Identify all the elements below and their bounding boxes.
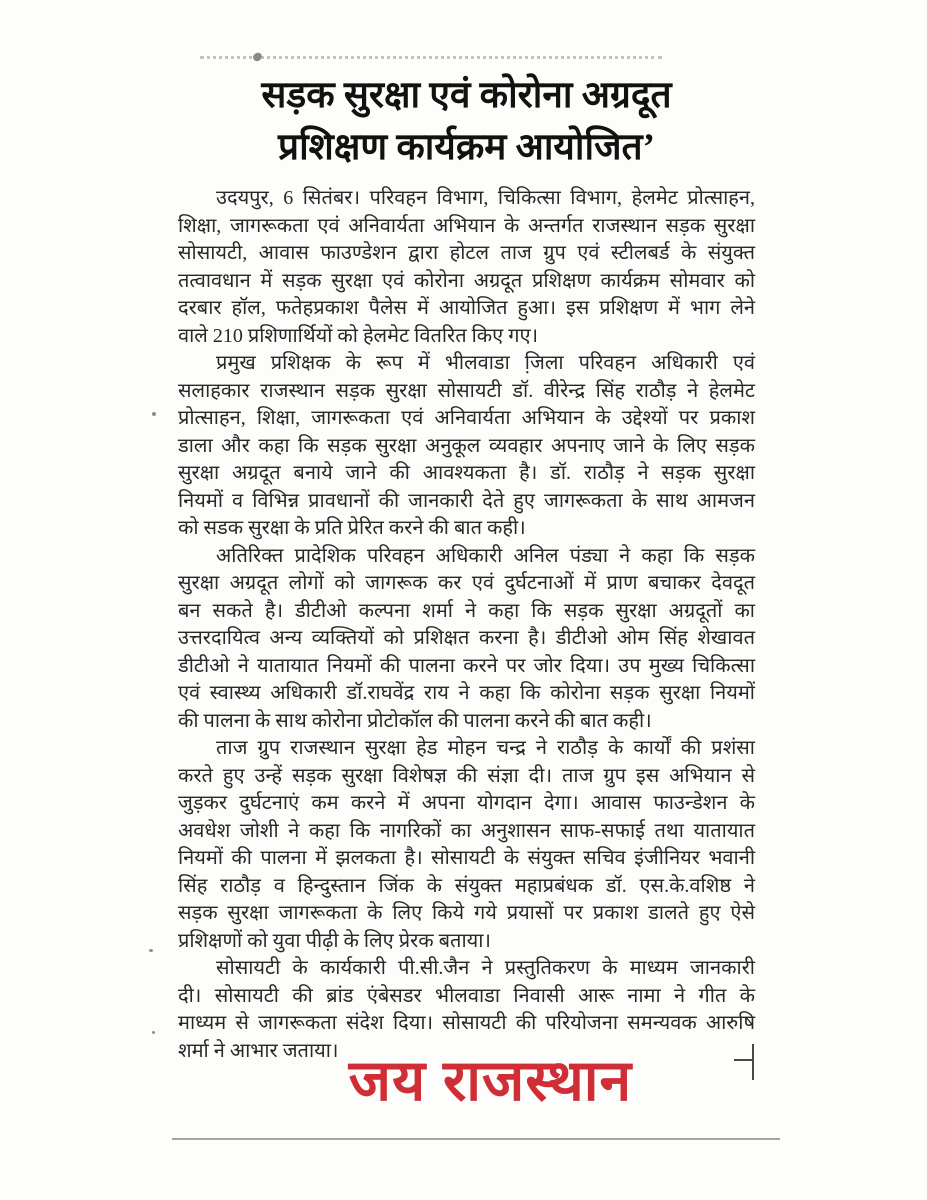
text-line: नियमों व विभिन्न प्रावधानों की जानकारी देते हुए जागरूकता के साथ आमजन <box>178 489 755 512</box>
text-line: दी। सोसायटी की ब्रांड एंबेसडर भीलवाडा निवासी आरू नामा ने गीत के <box>178 984 755 1007</box>
text-line: प्रशिक्षणों को युवा पीढ़ी के लिए प्रेरक बताया। <box>178 929 491 952</box>
text-line: अतिरिक्त प्रादेशिक परिवहन अधिकारी अनिल पंड्या ने कहा कि सड़क <box>216 544 755 567</box>
text-line: नियमों की पालना में झलकता है। सोसायटी के संयुक्त सचिव इंजीनियर भवानी <box>178 847 755 869</box>
text-line: दरबार हॉल, फतेहप्रकाश पैलेस में आयोजित हुआ। इस प्रशिक्षण में भाग लेने <box>178 297 755 319</box>
headline-line-1: सड़क सुरक्षा एवं कोरोना अग्रदूत <box>261 75 672 116</box>
text-line: प्रमुख प्रशिक्षक के रूप में भीलवाडा जि़ला परिवहन अधिकारी एवं <box>216 352 755 374</box>
text-line: करते हुए उन्हें सड़क सुरक्षा विशेषज्ञ की संज्ञा दी। ताज ग्रुप इस अभियान से <box>178 764 755 787</box>
print-speck <box>152 1031 155 1034</box>
text-line: तत्वावधान में सड़क सुरक्षा एवं कोरोना अग्रदूत प्रशिक्षण कार्यक्रम सोमवार को <box>178 269 755 292</box>
text-line: एवं स्वास्थ्य अधिकारी डॉ.राघवेंद्र राय ने कहा कि कोरोना सड़क सुरक्षा नियमों <box>178 682 755 704</box>
article-body <box>178 185 755 1065</box>
text-line: वाले 210 प्रशिणार्थियों को हेलमेट वितरित किए गए। <box>178 324 539 347</box>
text-line: सलाहकार राजस्थान सड़क सुरक्षा सोसायटी डॉ. वीरेन्द्र सिंह राठौड़ ने हेलमेट <box>178 379 755 402</box>
text-line: शिक्षा, जागरूकता एवं अनिवार्यता अभियान के अन्तर्गत राजस्थान सड़क सुरक्षा <box>178 214 755 237</box>
text-line: डीटीओ ने यातायात नियमों की पालना करने पर जोर दिया। उप मुख्य चिकित्सा <box>178 654 755 677</box>
text-line: अवधेश जोशी ने कहा कि नागरिकों का अनुशासन साफ-सफाई तथा यातायात <box>178 819 755 842</box>
text-line: प्रोत्साहन, शिक्षा, जागरूकता एवं अनिवार्यता अभियान के उद्देश्यों पर प्रकाश <box>178 407 755 429</box>
article-column <box>178 70 755 1065</box>
text-line: ताज ग्रुप राजस्थान सुरक्षा हेड मोहन चन्द्र ने राठौड़ के कार्यों की प्रशंसा <box>216 737 755 759</box>
text-line: बन सकते है। डीटीओ कल्पना शर्मा ने कहा कि सड़क सुरक्षा अग्रदूतों का <box>178 599 755 622</box>
paragraph <box>178 350 755 543</box>
crop-mark-vertical <box>752 1044 754 1080</box>
paragraph <box>178 185 755 350</box>
slogan-jai-rajasthan: जय राजस्थान <box>348 1049 633 1113</box>
text-line: सिंह राठौड़ व हिन्दुस्तान जिंक के संयुक्त महाप्रबंधक डॉ. एस.के.वशिष्ठ ने <box>178 874 755 897</box>
cut-text-remnant-dots <box>200 56 662 59</box>
bottom-rule <box>172 1138 780 1140</box>
crop-mark-icon <box>734 1044 756 1080</box>
ink-smudge <box>252 52 263 63</box>
text-line: सोसायटी, आवास फाउण्डेशन द्वारा होटल ताज ग्रुप एवं स्टीलबर्ड के संयुक्त <box>178 242 755 264</box>
text-line: उदयपुर, 6 सितंबर। परिवहन विभाग, चिकित्सा विभाग, हेलमेट प्रोत्साहन, <box>216 187 755 209</box>
headline-line-2: प्रशिक्षण कार्यक्रम आयोजित’ <box>278 127 655 168</box>
text-line: सुरक्षा अग्रदूत बनाये जाने की आवश्यकता है। डॉ. राठौड़ ने सड़क सुरक्षा <box>178 462 755 484</box>
text-line: जुड़कर दुर्घटनाएं कम करने में अपना योगदान देगा। आवास फाउन्डेशन के <box>178 792 755 814</box>
text-line: सोसायटी के कार्यकारी पी.सी.जैन ने प्रस्तुतिकरण के माध्यम जानकारी <box>216 957 755 979</box>
paragraph <box>178 735 755 955</box>
text-line: उत्तरदायित्व अन्य व्यक्तियों को प्रशिक्षत करना है। डीटीओ ओम सिंह शेखावत <box>178 627 755 649</box>
article-headline <box>178 70 755 174</box>
text-line: माध्यम से जागरूकता संदेश दिया। सोसायटी की परियोजना समन्यवक आरुषि <box>178 1012 755 1034</box>
text-line: को सडक सुरक्षा के प्रति प्रेरित करने की बात कही। <box>178 517 526 539</box>
print-speck <box>152 412 156 416</box>
crop-mark-horizontal <box>734 1059 753 1061</box>
text-line: की पालना के साथ कोरोना प्रोटोकॉल की पालना करने की बात कही। <box>178 709 652 732</box>
paragraph <box>178 543 755 736</box>
text-line: शर्मा ने आभार जताया। <box>178 1039 339 1062</box>
text-line: सुरक्षा अग्रदूत लोगों को जागरूक कर एवं दुर्घटनाओं में प्राण बचाकर देवदूत <box>178 572 755 594</box>
print-speck <box>149 949 153 952</box>
text-line: डाला और कहा कि सड़क सुरक्षा अनुकूल व्यवहार अपनाए जाने के लिए सड़क <box>178 434 755 457</box>
text-line: सड़क सुरक्षा जागरूकता के लिए किये गये प्रयासों पर प्रकाश डालते हुए ऐसे <box>178 902 755 924</box>
